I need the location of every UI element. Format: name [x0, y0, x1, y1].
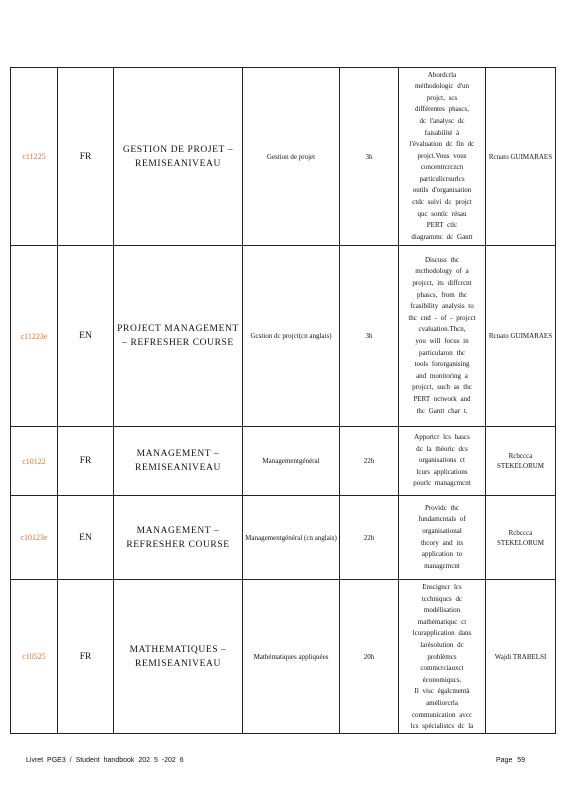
course-description	[399, 496, 486, 580]
course-title: PROJECT MANAGEMENT – REFRESHER COURSE	[114, 246, 243, 427]
description-line: Apportcr lcs bascs	[414, 433, 470, 442]
table-row	[11, 427, 556, 496]
description-line: lcurapplication dans	[412, 629, 472, 638]
description-line: pourlc managcmcnt	[413, 479, 471, 488]
course-title: MANAGEMENT – REFRESHER COURSE	[114, 496, 243, 580]
course-description	[399, 246, 486, 427]
course-language: FR	[58, 427, 114, 496]
description-line: projct.Vous vous	[417, 151, 467, 160]
description-line: diagrammc dc Gantt	[411, 232, 473, 241]
description-line: quc sontlc résau	[417, 209, 467, 218]
description-line: Abordcrla	[427, 70, 457, 79]
description-line: lcs spécialistcs dc la	[410, 722, 474, 731]
course-code: c11225	[11, 68, 58, 246]
description-line: concentrcrczcn	[420, 163, 464, 172]
course-code: c11223e	[11, 246, 58, 427]
description-line: tcchniqucs dc	[421, 594, 463, 603]
description-line: projcct, such as thc	[412, 383, 472, 392]
description-line: PERT nctwork and	[413, 394, 471, 403]
description-line: cvaluation.Thcn,	[418, 325, 466, 334]
table-row	[11, 496, 556, 580]
course-description	[399, 68, 486, 246]
description-line: ctdc suivi dc projct	[412, 198, 472, 207]
description-line: projcct, its diffcrcnt	[412, 279, 472, 288]
description-line: outils d'organisation	[412, 186, 472, 195]
course-hours: 22h	[340, 427, 399, 496]
description-line: organisational	[422, 526, 462, 535]
description-line: dc la théoric dcs	[416, 444, 468, 453]
course-professor: Rcnato GUIMARAES	[486, 246, 556, 427]
description-line: communication avcc	[411, 710, 473, 719]
description-line: projct, scs	[426, 93, 458, 102]
course-description	[399, 427, 486, 496]
description-line: you will focus in	[415, 337, 469, 345]
course-language: EN	[58, 246, 114, 427]
description-line: lcurs applications	[416, 467, 468, 476]
course-hours: 20h	[340, 580, 399, 734]
description-line: Enscigncr lcs	[422, 583, 462, 591]
course-professor: Rcbccca STEKELORUM	[486, 496, 556, 580]
description-line: phascs, from thc	[416, 290, 468, 299]
description-line: tools fororganising	[414, 360, 470, 369]
table-row	[11, 68, 556, 246]
course-code: c10525	[11, 580, 58, 734]
footer-handbook-label: Livret PGE3 / Student handbook 202 5 -202 6	[26, 757, 184, 764]
description-line: problèmcs	[427, 652, 457, 661]
course-language: FR	[58, 68, 114, 246]
description-line: thc Gantt char t.	[416, 406, 468, 415]
description-line: fundamcntals of	[418, 515, 466, 524]
description-line: particularon thc	[418, 348, 466, 357]
course-code: c10122	[11, 427, 58, 496]
course-module: Managementgénéral	[243, 427, 340, 496]
course-module: Mathématiques appliquées	[243, 580, 340, 734]
course-title: GESTION DE PROJET – REMISEANIVEAU	[114, 68, 243, 246]
description-line: mcthodology of a	[415, 267, 469, 276]
description-line: larésolution dc	[420, 640, 464, 649]
course-module: Gestion de projet	[243, 68, 340, 246]
description-line: modélisation	[423, 606, 461, 615]
description-line: particulicrsurlcs	[419, 174, 465, 183]
course-hours: 22h	[340, 496, 399, 580]
course-module: Gcstion dc projct(cn anglais)	[243, 246, 340, 427]
description-line: Il visc égalcmentà	[414, 687, 470, 696]
table-row	[11, 580, 556, 734]
description-line: and monitoring a	[416, 371, 468, 380]
courses-table	[10, 67, 556, 734]
course-professor: Rcbccca STEKELORUM	[486, 427, 556, 496]
description-line: mathématiquc ct	[417, 617, 467, 626]
description-line: l'évaluation dc fin dc	[409, 140, 475, 149]
page-number: Page 59	[496, 757, 526, 764]
description-line: différentes phascs,	[415, 105, 469, 114]
table-row	[11, 246, 556, 427]
description-line: Providc thc	[424, 503, 460, 512]
course-module: Managementgénéral (cn anglais)	[243, 496, 340, 580]
description-line: thcory and its	[420, 538, 464, 547]
description-line: méthodologic d'un	[414, 82, 469, 91]
description-line: Discuss thc	[424, 255, 460, 264]
description-line: PERT ctlc	[426, 221, 458, 230]
course-language: FR	[58, 580, 114, 734]
description-line: organisations ct	[418, 456, 465, 465]
course-professor: Rcnato GUIMARAES	[486, 68, 556, 246]
course-title: MANAGEMENT – REMISEANIVEAU	[114, 427, 243, 496]
description-line: fcasibility analysis to	[410, 302, 474, 311]
course-code: c10123e	[11, 496, 58, 580]
course-hours: 3h	[340, 68, 399, 246]
description-line: économiqucs.	[422, 675, 462, 684]
description-line: thc cnd - of - projcct	[408, 313, 476, 322]
course-professor: Wajdi TRABELSI	[486, 580, 556, 734]
description-line: faisabilité à	[424, 128, 460, 137]
course-language: EN	[58, 496, 114, 580]
course-title: MATHEMATIQUES – REMISEANIVEAU	[114, 580, 243, 734]
course-description	[399, 580, 486, 734]
description-line: application to	[421, 550, 463, 559]
description-line: commcrciauxct	[420, 664, 464, 673]
description-line: dc l'analysc dc	[419, 116, 465, 125]
description-line: améliorcrla	[426, 698, 458, 707]
course-hours: 3h	[340, 246, 399, 427]
description-line: managcmcnt	[424, 561, 460, 570]
